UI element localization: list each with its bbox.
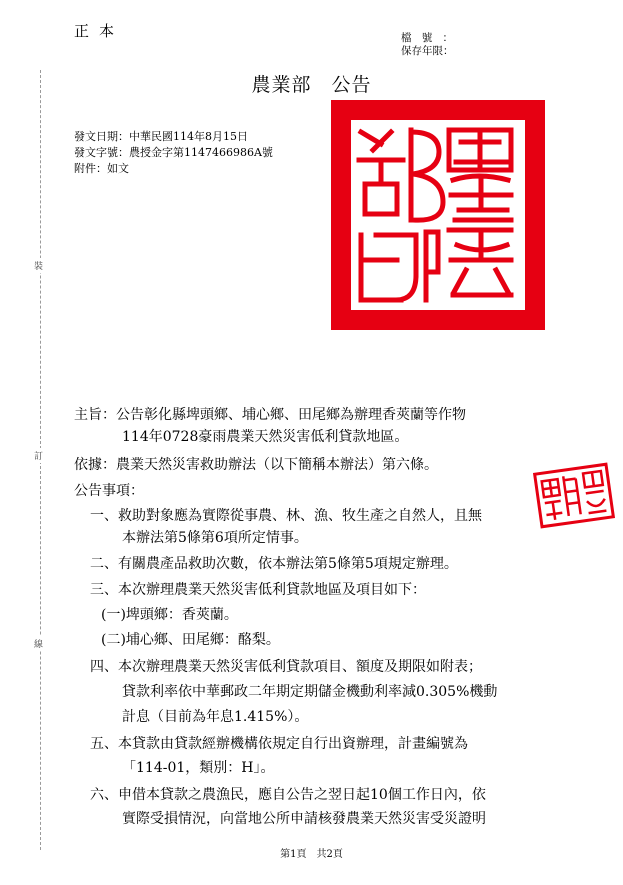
document-number: 發文字號：農授金字第1147466986A號 xyxy=(74,146,273,159)
item-3-sub-1: (一)埤頭鄉：香莢蘭。 xyxy=(101,607,238,623)
item-3: 三、本次辦理農業天然災害低利貸款地區及項目如下： xyxy=(90,582,426,598)
archive-number-label: 檔號： xyxy=(401,32,453,44)
page-number: 第1頁 共2頁 xyxy=(280,849,343,860)
official-seal xyxy=(331,100,545,330)
page-title: 農業部 公告 xyxy=(251,74,372,96)
item-6-line-1: 六、申借本貸款之農漁民，應自公告之翌日起10個工作日內，依 xyxy=(90,787,486,803)
item-5-line-1: 五、本貸款由貸款經辦機構依規定自行出資辦理，計畫編號為 xyxy=(90,736,468,752)
retention-period-label: 保存年限： xyxy=(401,45,454,57)
item-4-line-2: 貸款利率依中華郵政二年期定期儲金機動利率減0.305%機動 xyxy=(122,684,498,700)
item-5-line-2: 「114-01，類別：H」。 xyxy=(122,760,275,776)
notice-heading: 公告事項： xyxy=(74,483,144,499)
item-2: 二、有關農產品救助次數，依本辦法第5條第5項規定辦理。 xyxy=(90,556,458,572)
basis-line: 依據：農業天然災害救助辦法（以下簡稱本辦法）第六條。 xyxy=(74,457,438,473)
item-6-line-2: 實際受損情況，向當地公所申請核發農業天然災害受災證明 xyxy=(122,811,486,827)
issue-date: 發文日期：中華民國114年8月15日 xyxy=(74,130,248,143)
small-red-stamp xyxy=(532,462,615,529)
subject-line-1: 主旨：公告彰化縣埤頭鄉、埔心鄉、田尾鄉為辦理香莢蘭等作物 xyxy=(74,407,466,423)
binding-mark-line: 線 xyxy=(34,636,43,651)
official-seal-glyph-icon xyxy=(331,100,545,330)
binding-mark-bind: 裝 xyxy=(34,258,43,273)
subject-line-2: 114年0728豪雨農業天然災害低利貸款地區。 xyxy=(122,429,409,445)
copy-mark: 正本 xyxy=(74,22,125,40)
item-1-line-2: 本辦法第5條第6項所定情事。 xyxy=(122,530,308,546)
attachment-note: 附件：如文 xyxy=(74,162,129,175)
small-stamp-glyph-icon xyxy=(532,462,615,529)
item-3-sub-2: (二)埔心鄉、田尾鄉：酪梨。 xyxy=(101,632,280,648)
binding-mark-staple: 訂 xyxy=(34,448,43,463)
item-4-line-3: 計息（目前為年息1.415%）。 xyxy=(122,709,309,725)
retention-period-field xyxy=(401,43,453,58)
item-1-line-1: 一、救助對象應為實際從事農、林、漁、牧生產之自然人，且無 xyxy=(90,508,482,524)
item-4-line-1: 四、本次辦理農業天然災害低利貸款項目、額度及期限如附表； xyxy=(90,659,482,675)
